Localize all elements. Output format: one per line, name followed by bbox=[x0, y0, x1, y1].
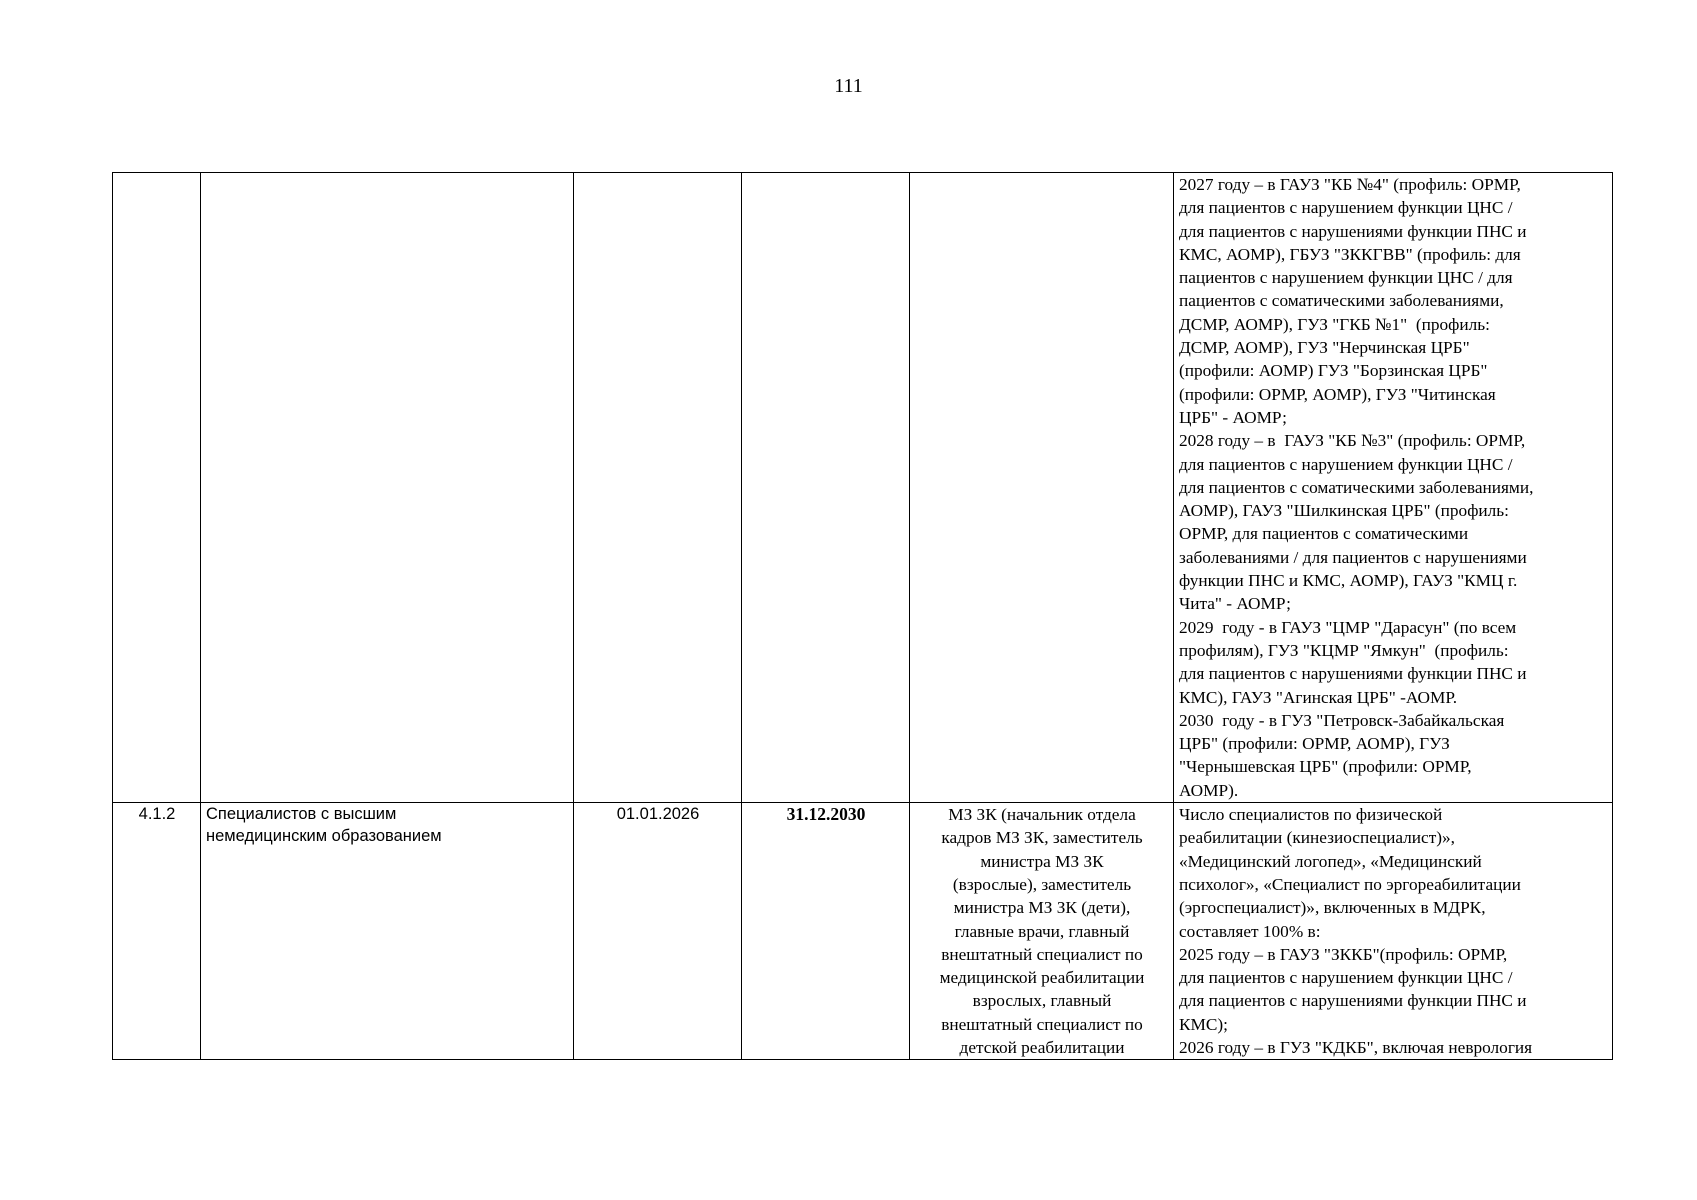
measure-name-cell bbox=[201, 803, 574, 1060]
result-line: "Чернышевская ЦРБ" (профили: ОРМР, bbox=[1179, 757, 1472, 777]
table-row bbox=[113, 803, 1613, 1060]
result-line: пациентов с нарушением функции ЦНС / для bbox=[1179, 268, 1513, 288]
result-line: для пациентов с нарушениями функции ПНС и bbox=[1179, 664, 1527, 684]
result-line: составляет 100% в: bbox=[1179, 921, 1321, 941]
result-line: ОРМР, для пациентов с соматическими bbox=[1179, 524, 1469, 544]
result-line: для пациентов с нарушениями функции ПНС и bbox=[1179, 991, 1527, 1011]
result-line: для пациентов с нарушением функции ЦНС / bbox=[1179, 198, 1513, 218]
responsible-line: кадров МЗ ЗК, заместитель bbox=[941, 828, 1143, 848]
result-cell bbox=[1174, 803, 1613, 1060]
measures-table bbox=[112, 172, 1613, 1060]
responsible-line: медицинской реабилитации bbox=[939, 968, 1145, 988]
end-date-cell bbox=[742, 173, 910, 803]
result-line: для пациентов с соматическими заболеваниями, bbox=[1179, 477, 1534, 497]
result-line: КМС, АОМР), ГБУЗ "ЗККГВВ" (профиль: для bbox=[1179, 244, 1521, 264]
result-line: АОМР), ГАУЗ "Шилкинская ЦРБ" (профиль: bbox=[1179, 501, 1509, 521]
responsible-line: главные врачи, главный bbox=[954, 921, 1130, 941]
responsible-line: МЗ ЗК (начальник отдела bbox=[948, 805, 1136, 825]
result-line: ЦРБ" - АОМР; bbox=[1179, 407, 1287, 427]
start-date-cell: 01.01.2026 bbox=[574, 803, 742, 1060]
result-line: АОМР). bbox=[1179, 780, 1239, 800]
result-line: для пациентов с нарушением функции ЦНС / bbox=[1179, 454, 1513, 474]
responsible-line: детской реабилитации bbox=[959, 1037, 1125, 1057]
result-line: 2027 году – в ГАУЗ "КБ №4" (профиль: ОРМР, bbox=[1179, 175, 1521, 194]
responsible-line: министра МЗ ЗК bbox=[980, 851, 1104, 871]
table-row bbox=[113, 173, 1613, 803]
start-date-cell bbox=[574, 173, 742, 803]
result-line: (профили: ОРМР, АОМР), ГУЗ "Читинская bbox=[1179, 384, 1496, 404]
result-line: ДСМР, АОМР), ГУЗ "ГКБ №1" (профиль: bbox=[1179, 314, 1490, 334]
measure-name-line: немедицинским образованием bbox=[206, 827, 442, 846]
responsible-line: (взрослые), заместитель bbox=[952, 874, 1132, 894]
measure-name-cell bbox=[201, 173, 574, 803]
result-line: заболеваниями / для пациентов с нарушениями bbox=[1179, 547, 1527, 567]
result-line: реабилитации (кинезиоспециалист)», bbox=[1179, 828, 1455, 848]
responsible-line: взрослых, главный bbox=[972, 991, 1112, 1011]
result-line: ЦРБ" (профили: ОРМР, АОМР), ГУЗ bbox=[1179, 734, 1450, 754]
result-line: психолог», «Специалист по эргореабилитации bbox=[1179, 874, 1521, 894]
result-line: (профили: АОМР) ГУЗ "Борзинская ЦРБ" bbox=[1179, 361, 1488, 381]
result-line: 2029 году - в ГАУЗ "ЦМР "Дарасун" (по всем bbox=[1179, 617, 1517, 637]
result-line: для пациентов с нарушениями функции ПНС и bbox=[1179, 221, 1527, 241]
result-line: КМС), ГАУЗ "Агинская ЦРБ" -АОМР. bbox=[1179, 687, 1458, 707]
result-line: 2025 году – в ГАУЗ "ЗККБ"(профиль: ОРМР, bbox=[1179, 944, 1508, 964]
result-line: пациентов с соматическими заболеваниями, bbox=[1179, 291, 1504, 311]
result-line: Чита" - АОМР; bbox=[1179, 594, 1291, 614]
result-line: 2028 году – в ГАУЗ "КБ №3" (профиль: ОРМР, bbox=[1179, 431, 1526, 451]
responsible-line: внештатный специалист по bbox=[941, 944, 1143, 964]
result-line: 2026 году – в ГУЗ "КДКБ", включая неврология bbox=[1179, 1037, 1533, 1057]
responsible-line: министра МЗ ЗК (дети), bbox=[953, 898, 1131, 918]
result-line: функции ПНС и КМС, АОМР), ГАУЗ "КМЦ г. bbox=[1179, 571, 1518, 591]
responsible-line: внештатный специалист по bbox=[941, 1014, 1143, 1034]
result-line: ДСМР, АОМР), ГУЗ "Нерчинская ЦРБ" bbox=[1179, 338, 1470, 358]
result-line: «Медицинский логопед», «Медицинский bbox=[1179, 851, 1482, 871]
responsible-cell bbox=[910, 803, 1174, 1060]
responsible-cell bbox=[910, 173, 1174, 803]
result-cell bbox=[1174, 173, 1613, 803]
measure-name-line: Специалистов с высшим bbox=[206, 805, 397, 824]
result-line: 2030 году - в ГУЗ "Петровск-Забайкальская bbox=[1179, 710, 1505, 730]
row-number-cell bbox=[113, 173, 201, 803]
page-number: 111 bbox=[834, 75, 863, 97]
result-line: для пациентов с нарушением функции ЦНС / bbox=[1179, 968, 1513, 988]
result-line: профилям), ГУЗ "КЦМР "Ямкун" (профиль: bbox=[1179, 640, 1509, 660]
result-line: Число специалистов по физической bbox=[1179, 805, 1443, 825]
result-line: (эргоспециалист)», включенных в МДРК, bbox=[1179, 898, 1486, 918]
row-number-cell: 4.1.2 bbox=[113, 803, 201, 1060]
end-date-cell: 31.12.2030 bbox=[742, 803, 910, 1060]
result-line: КМС); bbox=[1179, 1014, 1228, 1034]
